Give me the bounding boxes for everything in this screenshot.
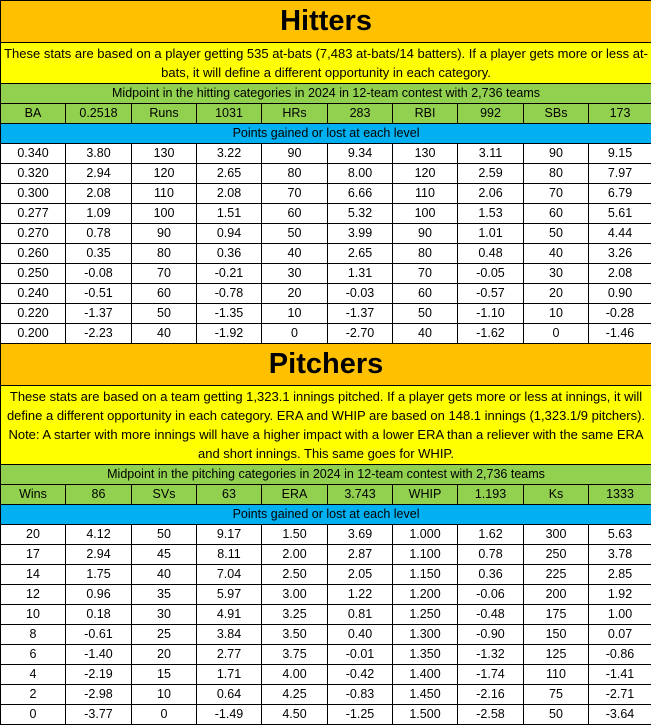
table-cell: 80 — [393, 244, 458, 264]
table-cell: 2.05 — [328, 565, 393, 585]
table-cell: -2.71 — [589, 685, 651, 705]
table-cell: 1.00 — [589, 605, 651, 625]
table-cell: -0.83 — [328, 685, 393, 705]
table-cell: 75 — [524, 685, 589, 705]
table-cell: 4.25 — [262, 685, 328, 705]
table-cell: 2 — [1, 685, 66, 705]
table-cell: 60 — [393, 284, 458, 304]
table-cell: 1.450 — [393, 685, 458, 705]
table-cell: 200 — [524, 585, 589, 605]
table-cell: 150 — [524, 625, 589, 645]
table-cell: 1.01 — [458, 224, 524, 244]
table-cell: 0.78 — [458, 545, 524, 565]
table-cell: 120 — [393, 164, 458, 184]
table-cell: 9.17 — [197, 525, 262, 545]
table-cell: 9.34 — [328, 144, 393, 164]
table-cell: 60 — [524, 204, 589, 224]
table-cell: 14 — [1, 565, 66, 585]
table-row — [1, 585, 651, 605]
table-row — [1, 525, 651, 545]
table-cell: 70 — [524, 184, 589, 204]
table-cell: -0.61 — [66, 625, 132, 645]
table-cell: -2.98 — [66, 685, 132, 705]
table-cell: -1.37 — [328, 304, 393, 324]
table-cell: 0 — [132, 705, 197, 725]
table-cell: -0.42 — [328, 665, 393, 685]
table-cell: 1.300 — [393, 625, 458, 645]
table-row — [1, 284, 651, 304]
table-cell: -0.05 — [458, 264, 524, 284]
table-cell: 0.48 — [458, 244, 524, 264]
table-cell: 5.32 — [328, 204, 393, 224]
table-row — [1, 244, 651, 264]
table-row — [1, 665, 651, 685]
table-row — [1, 324, 651, 344]
table-cell: 2.77 — [197, 645, 262, 665]
table-cell: 0 — [1, 705, 66, 725]
table-row — [1, 685, 651, 705]
table-cell: -0.28 — [589, 304, 651, 324]
table-cell: 2.08 — [589, 264, 651, 284]
hitters-points-caption: Points gained or lost at each level — [1, 124, 651, 144]
table-cell: 1.92 — [589, 585, 651, 605]
table-cell: -1.41 — [589, 665, 651, 685]
table-row — [1, 565, 651, 585]
table-row — [1, 224, 651, 244]
hitters-midpoint-cell: HRs — [262, 104, 328, 124]
table-cell: 0.64 — [197, 685, 262, 705]
table-cell: 2.94 — [66, 164, 132, 184]
table-cell: 50 — [262, 224, 328, 244]
table-cell: -0.86 — [589, 645, 651, 665]
table-cell: 1.75 — [66, 565, 132, 585]
table-cell: 80 — [132, 244, 197, 264]
table-cell: -1.40 — [66, 645, 132, 665]
hitters-note: These stats are based on a player getting 535 at-bats (7,483 at-bats/14 batters). If a player gets more or less at-bats, it will define a different opportunity in each category. — [1, 43, 651, 84]
table-cell: 10 — [132, 685, 197, 705]
table-cell: 4.44 — [589, 224, 651, 244]
table-cell: 0.277 — [1, 204, 66, 224]
table-cell: 130 — [132, 144, 197, 164]
table-cell: 0.18 — [66, 605, 132, 625]
pitchers-midpoint-caption: Midpoint in the pitching categories in 2024 in 12-team contest with 2,736 teams — [1, 465, 651, 485]
table-cell: 1.250 — [393, 605, 458, 625]
table-cell: 10 — [1, 605, 66, 625]
table-cell: 4.12 — [66, 525, 132, 545]
table-cell: 2.00 — [262, 545, 328, 565]
table-cell: -2.70 — [328, 324, 393, 344]
table-cell: 3.69 — [328, 525, 393, 545]
table-cell: 5.63 — [589, 525, 651, 545]
table-cell: 250 — [524, 545, 589, 565]
table-cell: 50 — [524, 705, 589, 725]
hitters-midpoint-cell: RBI — [393, 104, 458, 124]
table-cell: -2.23 — [66, 324, 132, 344]
table-cell: 125 — [524, 645, 589, 665]
table-cell: 1.400 — [393, 665, 458, 685]
table-cell: 70 — [262, 184, 328, 204]
table-cell: 20 — [524, 284, 589, 304]
table-cell: 40 — [393, 324, 458, 344]
table-cell: 2.65 — [328, 244, 393, 264]
table-row — [1, 625, 651, 645]
table-cell: 20 — [1, 525, 66, 545]
table-cell: 0.320 — [1, 164, 66, 184]
table-cell: 50 — [393, 304, 458, 324]
table-cell: 3.11 — [458, 144, 524, 164]
table-cell: 0 — [262, 324, 328, 344]
table-cell: 1.100 — [393, 545, 458, 565]
table-cell: 3.00 — [262, 585, 328, 605]
pitchers-midpoint-cell: 3.743 — [328, 485, 393, 505]
table-row — [1, 605, 651, 625]
table-cell: -1.32 — [458, 645, 524, 665]
table-cell: 2.08 — [66, 184, 132, 204]
pitchers-midpoint-cell: Ks — [524, 485, 589, 505]
table-cell: 0.81 — [328, 605, 393, 625]
table-cell: 0.78 — [66, 224, 132, 244]
table-cell: -1.92 — [197, 324, 262, 344]
pitchers-midpoint-cell: Wins — [1, 485, 66, 505]
table-cell: 2.85 — [589, 565, 651, 585]
table-row — [1, 164, 651, 184]
table-cell: 4.00 — [262, 665, 328, 685]
table-cell: 0.40 — [328, 625, 393, 645]
pitchers-midpoint-cell: WHIP — [393, 485, 458, 505]
table-cell: 60 — [132, 284, 197, 304]
table-cell: 6.66 — [328, 184, 393, 204]
table-cell: 1.350 — [393, 645, 458, 665]
table-cell: 7.97 — [589, 164, 651, 184]
table-cell: -0.08 — [66, 264, 132, 284]
table-cell: 5.97 — [197, 585, 262, 605]
table-cell: 1.53 — [458, 204, 524, 224]
table-cell: -2.16 — [458, 685, 524, 705]
table-cell: 30 — [262, 264, 328, 284]
pitchers-midpoint-cell: 63 — [197, 485, 262, 505]
table-cell: -0.48 — [458, 605, 524, 625]
table-cell: 90 — [524, 144, 589, 164]
table-cell: 3.78 — [589, 545, 651, 565]
table-cell: 40 — [132, 324, 197, 344]
hitters-midpoint-cell: 1031 — [197, 104, 262, 124]
table-cell: -0.78 — [197, 284, 262, 304]
table-cell: 0.340 — [1, 144, 66, 164]
table-cell: 3.75 — [262, 645, 328, 665]
table-cell: 25 — [132, 625, 197, 645]
table-cell: 4.50 — [262, 705, 328, 725]
table-cell: 1.500 — [393, 705, 458, 725]
table-cell: -3.64 — [589, 705, 651, 725]
table-cell: 225 — [524, 565, 589, 585]
table-cell: 9.15 — [589, 144, 651, 164]
table-cell: 1.62 — [458, 525, 524, 545]
table-cell: 2.59 — [458, 164, 524, 184]
table-cell: 3.26 — [589, 244, 651, 264]
table-cell: -2.58 — [458, 705, 524, 725]
pitchers-midpoint-cell: 86 — [66, 485, 132, 505]
table-cell: -1.49 — [197, 705, 262, 725]
table-cell: 8.00 — [328, 164, 393, 184]
hitters-midpoint-cell: SBs — [524, 104, 589, 124]
table-cell: 4 — [1, 665, 66, 685]
table-row — [1, 545, 651, 565]
table-cell: -2.19 — [66, 665, 132, 685]
table-row — [1, 264, 651, 284]
table-cell: 0.36 — [458, 565, 524, 585]
table-cell: 90 — [262, 144, 328, 164]
table-cell: -0.03 — [328, 284, 393, 304]
table-cell: 1.200 — [393, 585, 458, 605]
table-cell: 3.80 — [66, 144, 132, 164]
pitchers-midpoint-cell: SVs — [132, 485, 197, 505]
table-cell: 2.65 — [197, 164, 262, 184]
table-cell: 35 — [132, 585, 197, 605]
hitters-title: Hitters — [1, 1, 651, 43]
table-cell: 70 — [132, 264, 197, 284]
pitchers-note: These stats are based on a team getting 1,323.1 innings pitched. If a player gets more or less at innings, it will define a different opportunity in each category. ERA and WHIP are based on 148.1 innings (1,323.1/9 pitchers). Note: A starter with more innings will have a higher impact with a lower ERA than a reliever with the same ERA and short innings. This same goes for WHIP. — [1, 386, 651, 465]
table-cell: 80 — [524, 164, 589, 184]
pitchers-midpoint-cell: ERA — [262, 485, 328, 505]
table-cell: 3.84 — [197, 625, 262, 645]
pitchers-midpoint-cell: 1.193 — [458, 485, 524, 505]
table-cell: 1.150 — [393, 565, 458, 585]
table-cell: -1.25 — [328, 705, 393, 725]
table-cell: 2.87 — [328, 545, 393, 565]
table-cell: 15 — [132, 665, 197, 685]
table-row — [1, 144, 651, 164]
pitchers-points-caption: Points gained or lost at each level — [1, 505, 651, 525]
table-cell: 130 — [393, 144, 458, 164]
table-cell: 7.04 — [197, 565, 262, 585]
table-cell: -0.06 — [458, 585, 524, 605]
table-cell: 175 — [524, 605, 589, 625]
hitters-midpoint-caption: Midpoint in the hitting categories in 2024 in 12-team contest with 2,736 teams — [1, 84, 651, 104]
table-cell: 1.50 — [262, 525, 328, 545]
table-row — [1, 184, 651, 204]
table-cell: 0.36 — [197, 244, 262, 264]
hitters-midpoint-cell: 992 — [458, 104, 524, 124]
table-cell: -0.57 — [458, 284, 524, 304]
table-cell: 10 — [262, 304, 328, 324]
table-cell: 1.71 — [197, 665, 262, 685]
table-row — [1, 645, 651, 665]
table-cell: 8 — [1, 625, 66, 645]
table-cell: 3.99 — [328, 224, 393, 244]
table-cell: 100 — [393, 204, 458, 224]
table-cell: -1.35 — [197, 304, 262, 324]
table-cell: 5.61 — [589, 204, 651, 224]
table-cell: 110 — [393, 184, 458, 204]
table-cell: 90 — [132, 224, 197, 244]
hitters-midpoint-cell: BA — [1, 104, 66, 124]
hitters-midpoint-cell: 0.2518 — [66, 104, 132, 124]
pitchers-title: Pitchers — [1, 344, 651, 386]
table-row — [1, 304, 651, 324]
table-cell: 1.000 — [393, 525, 458, 545]
table-cell: 40 — [132, 565, 197, 585]
table-cell: 12 — [1, 585, 66, 605]
table-cell: 2.94 — [66, 545, 132, 565]
table-cell: 3.25 — [262, 605, 328, 625]
table-cell: 50 — [132, 525, 197, 545]
table-cell: 80 — [262, 164, 328, 184]
table-cell: 0.240 — [1, 284, 66, 304]
table-cell: -1.62 — [458, 324, 524, 344]
table-cell: 45 — [132, 545, 197, 565]
table-cell: 0.07 — [589, 625, 651, 645]
table-cell: 2.08 — [197, 184, 262, 204]
table-cell: 300 — [524, 525, 589, 545]
table-cell: 100 — [132, 204, 197, 224]
table-cell: 0.300 — [1, 184, 66, 204]
table-cell: -3.77 — [66, 705, 132, 725]
table-cell: 8.11 — [197, 545, 262, 565]
table-cell: 50 — [524, 224, 589, 244]
table-cell: 120 — [132, 164, 197, 184]
table-cell: 0.200 — [1, 324, 66, 344]
table-cell: -1.37 — [66, 304, 132, 324]
table-cell: 20 — [262, 284, 328, 304]
table-cell: -0.51 — [66, 284, 132, 304]
table-cell: 0.35 — [66, 244, 132, 264]
table-cell: 6 — [1, 645, 66, 665]
table-cell: 0.94 — [197, 224, 262, 244]
table-cell: 10 — [524, 304, 589, 324]
hitters-midpoint-cell: 173 — [589, 104, 651, 124]
table-cell: 60 — [262, 204, 328, 224]
hitters-midpoint-cell: Runs — [132, 104, 197, 124]
table-cell: 3.50 — [262, 625, 328, 645]
table-cell: 50 — [132, 304, 197, 324]
table-cell: 17 — [1, 545, 66, 565]
table-cell: 30 — [524, 264, 589, 284]
table-cell: 0.220 — [1, 304, 66, 324]
table-cell: 0.90 — [589, 284, 651, 304]
table-cell: 110 — [524, 665, 589, 685]
table-cell: 1.09 — [66, 204, 132, 224]
table-cell: -0.90 — [458, 625, 524, 645]
table-cell: -1.74 — [458, 665, 524, 685]
table-cell: 70 — [393, 264, 458, 284]
table-cell: -1.10 — [458, 304, 524, 324]
table-cell: 90 — [393, 224, 458, 244]
table-cell: 1.31 — [328, 264, 393, 284]
table-cell: 110 — [132, 184, 197, 204]
table-cell: -0.21 — [197, 264, 262, 284]
hitters-midpoint-cell: 283 — [328, 104, 393, 124]
table-cell: 0.96 — [66, 585, 132, 605]
table-cell: 30 — [132, 605, 197, 625]
pitchers-midpoint-cell: 1333 — [589, 485, 651, 505]
table-cell: 2.50 — [262, 565, 328, 585]
table-cell: 0.260 — [1, 244, 66, 264]
hitters-midpoint-row — [1, 104, 651, 124]
table-cell: 40 — [524, 244, 589, 264]
table-row — [1, 204, 651, 224]
table-cell: 0.270 — [1, 224, 66, 244]
table-cell: -0.01 — [328, 645, 393, 665]
table-cell: 2.06 — [458, 184, 524, 204]
pitchers-midpoint-row — [1, 485, 651, 505]
table-cell: 1.51 — [197, 204, 262, 224]
table-cell: 3.22 — [197, 144, 262, 164]
table-cell: 0 — [524, 324, 589, 344]
table-cell: 40 — [262, 244, 328, 264]
table-cell: -1.46 — [589, 324, 651, 344]
table-cell: 6.79 — [589, 184, 651, 204]
table-cell: 0.250 — [1, 264, 66, 284]
table-cell: 1.22 — [328, 585, 393, 605]
table-cell: 4.91 — [197, 605, 262, 625]
table-cell: 20 — [132, 645, 197, 665]
